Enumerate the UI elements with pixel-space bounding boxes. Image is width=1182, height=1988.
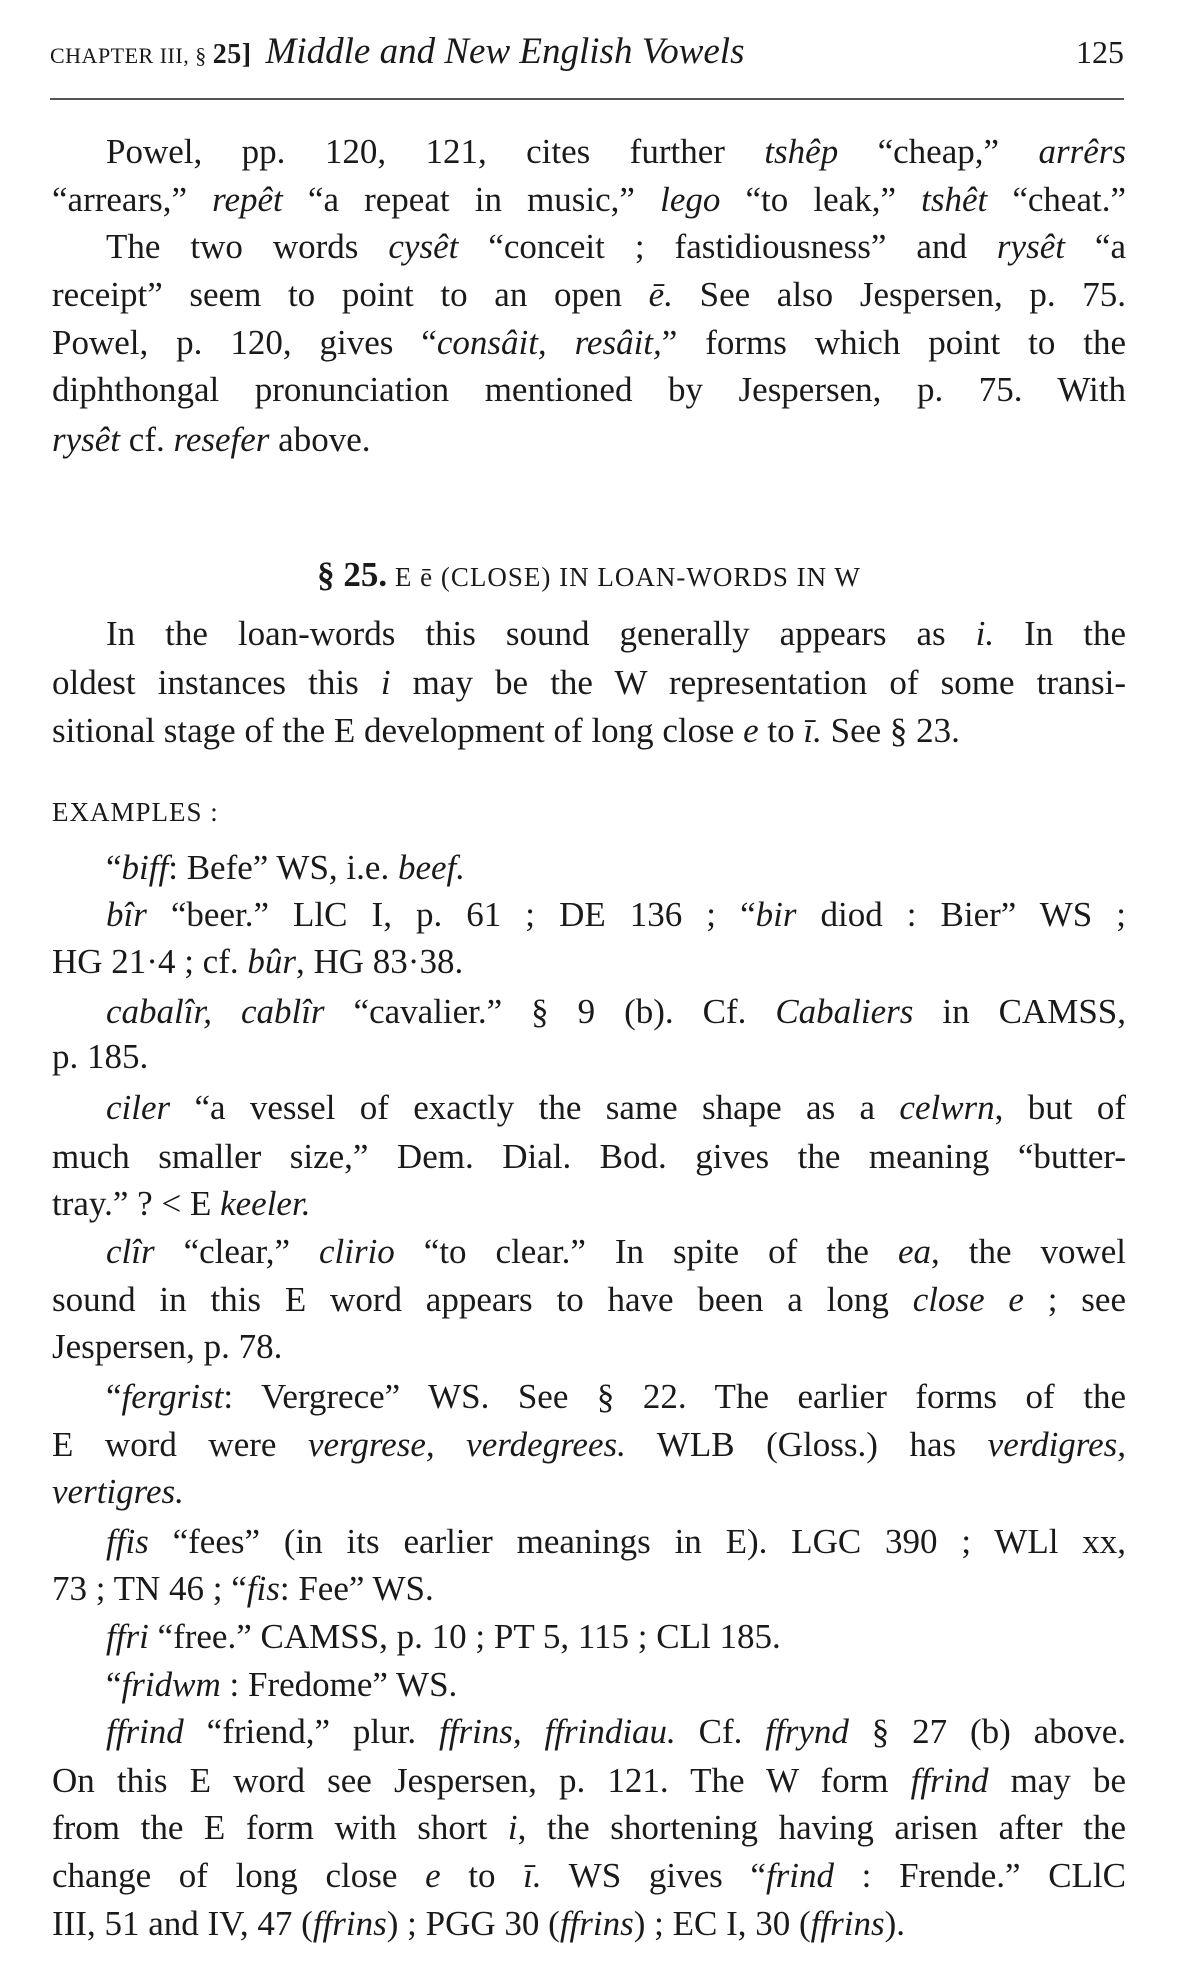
- text-run: tray.” ? < E: [52, 1184, 221, 1223]
- text-run: sitional stage of the E development of long close: [52, 711, 744, 750]
- section-heading: [52, 551, 1126, 599]
- italic-term: rysêt: [996, 227, 1065, 266]
- text-run: : Vergrece” WS. See § 22. The earlier forms of the: [223, 1377, 1126, 1416]
- italic-term: ffrynd: [765, 1712, 849, 1751]
- text-line: [52, 1804, 1126, 1852]
- text-run: “: [106, 1665, 122, 1704]
- text-run: oldest instances this: [52, 663, 381, 702]
- chapter-label: [50, 39, 252, 71]
- text-run: “friend,” plur.: [183, 1712, 439, 1751]
- italic-term: ffrins, ffrindiau.: [439, 1712, 676, 1751]
- italic-term: e: [743, 711, 759, 750]
- small-caps-text: E ē (CLOSE) IN LOAN-WORDS IN W: [387, 562, 861, 592]
- text-line: [52, 1373, 1126, 1421]
- section-number: § 25.: [317, 555, 388, 594]
- text-line: [52, 659, 1126, 707]
- italic-term: ffrins: [810, 1904, 885, 1943]
- text-line: [52, 1708, 1126, 1756]
- italic-term: close e: [912, 1280, 1024, 1319]
- text-run: , the shortening having arisen after the: [517, 1808, 1126, 1847]
- italic-term: rysêt: [52, 420, 121, 459]
- text-run: diphthongal pronunciation mentioned by Jespersen, p. 75. With: [52, 370, 1126, 409]
- text-run: : Frende.” CLlC: [834, 1856, 1126, 1895]
- italic-term: verdigres,: [987, 1425, 1127, 1464]
- text-line: [52, 1323, 1126, 1371]
- italic-term: ffrins: [312, 1904, 387, 1943]
- text-line: [52, 891, 1126, 939]
- text-run: In the: [994, 614, 1126, 653]
- text-run: , but of: [994, 1088, 1126, 1127]
- italic-term: beef.: [397, 848, 465, 887]
- text-run: “to clear.” In spite of the: [394, 1232, 898, 1271]
- text-run: III, 51 and IV, 47 (: [52, 1904, 313, 1943]
- header-rule: [50, 98, 1124, 100]
- text-run: “cavalier.” § 9 (b). Cf.: [324, 992, 776, 1031]
- small-caps-text: EXAMPLES :: [52, 797, 219, 827]
- text-line: [52, 844, 1126, 892]
- italic-term: ffis: [106, 1522, 149, 1561]
- text-run: may be the W representation of some transi-: [390, 663, 1127, 702]
- text-run: “to leak,”: [720, 180, 922, 219]
- italic-term: bir: [755, 895, 797, 934]
- text-line: [52, 319, 1126, 367]
- text-run: HG 21·4 ; cf.: [52, 942, 248, 981]
- text-run: “fees” (in its earlier meanings in E). LGC 390 ; WLl xx,: [148, 1522, 1126, 1561]
- text-run: “cheat.”: [987, 180, 1126, 219]
- italic-term: keeler.: [220, 1184, 311, 1223]
- italic-term: ffri: [106, 1617, 149, 1656]
- text-line: [52, 1900, 1126, 1948]
- text-run: p. 185.: [52, 1037, 149, 1076]
- text-line: [52, 707, 1126, 755]
- text-line: [52, 223, 1126, 271]
- page-number: 125: [1076, 34, 1124, 70]
- italic-term: bîr: [106, 895, 147, 934]
- text-line: [52, 988, 1126, 1036]
- italic-term: cysêt: [388, 227, 459, 266]
- text-run: change of long close: [52, 1856, 426, 1895]
- italic-term: frind: [765, 1856, 835, 1895]
- text-run: cf.: [120, 420, 174, 459]
- chapter-text: CHAPTER III, §: [50, 43, 207, 68]
- text-run: On this E word see Jespersen, p. 121. The W form: [52, 1761, 911, 1800]
- italic-term: ē.: [648, 275, 673, 314]
- text-run: 73 ; TN 46 ; “: [52, 1569, 247, 1608]
- text-run: “: [106, 1377, 122, 1416]
- text-run: in CAMSS,: [913, 992, 1126, 1031]
- italic-term: lego: [660, 180, 721, 219]
- text-line: [52, 416, 1126, 464]
- italic-term: e: [425, 1856, 441, 1895]
- italic-term: tshêt: [921, 180, 988, 219]
- text-run: § 27 (b) above.: [848, 1712, 1127, 1751]
- text-line: [52, 1757, 1126, 1805]
- text-run: ” forms which point to the: [661, 323, 1127, 362]
- text-line: [52, 1661, 1126, 1709]
- text-line: [52, 786, 1126, 834]
- text-run: Cf.: [675, 1712, 766, 1751]
- text-line: [52, 128, 1126, 176]
- text-run: ) ; PGG 30 (: [386, 1904, 560, 1943]
- italic-term: ffrind: [106, 1712, 184, 1751]
- text-line: [52, 1133, 1126, 1181]
- italic-term: tshêp: [764, 132, 839, 171]
- italic-term: vergrese, verdegrees.: [307, 1425, 626, 1464]
- italic-term: ffrind: [910, 1761, 989, 1800]
- text-run: , HG 83·38.: [296, 942, 464, 981]
- text-run: , the vowel: [931, 1232, 1127, 1271]
- text-run: “a repeat in music,”: [282, 180, 661, 219]
- text-run: may be: [988, 1761, 1126, 1800]
- text-run: ; see: [1023, 1280, 1126, 1319]
- italic-term: arrêrs: [1038, 132, 1126, 171]
- text-run: “a: [1064, 227, 1127, 266]
- italic-term: bûr: [247, 942, 296, 981]
- text-run: WS gives “: [541, 1856, 766, 1895]
- italic-term: fis: [246, 1569, 280, 1608]
- text-run: E word were: [52, 1425, 308, 1464]
- running-header: [50, 30, 1124, 80]
- italic-term: clîr: [106, 1232, 155, 1271]
- italic-term: cabalîr, cablîr: [106, 992, 325, 1031]
- italic-term: vertigres.: [52, 1472, 184, 1511]
- italic-term: ciler: [106, 1088, 171, 1127]
- text-run: “a vessel of exactly the same shape as a: [170, 1088, 900, 1127]
- text-run: Powel, pp. 120, 121, cites further: [106, 132, 765, 171]
- text-line: [52, 1276, 1126, 1324]
- text-line: [52, 1180, 1126, 1228]
- italic-term: clirio: [318, 1232, 395, 1271]
- italic-term: i: [380, 663, 391, 702]
- italic-term: celwrn: [899, 1088, 995, 1127]
- text-run: sound in this E word appears to have been a long: [52, 1280, 913, 1319]
- italic-term: i: [507, 1808, 518, 1847]
- text-line: [52, 938, 1126, 986]
- text-line: [52, 271, 1126, 319]
- text-run: “arrears,”: [52, 180, 213, 219]
- italic-term: Cabaliers: [775, 992, 914, 1031]
- italic-term: ffrins: [559, 1904, 634, 1943]
- text-run: : Fredome” WS.: [220, 1665, 458, 1704]
- italic-term: biff: [121, 848, 169, 887]
- italic-term: ī.: [803, 711, 822, 750]
- italic-term: fridwm: [121, 1665, 221, 1704]
- text-line: [52, 610, 1126, 658]
- text-line: [52, 1084, 1126, 1132]
- italic-term: consâit, resâit,: [436, 323, 662, 362]
- text-line: [52, 1518, 1126, 1566]
- text-line: [52, 1613, 1126, 1661]
- italic-term: repêt: [212, 180, 283, 219]
- text-run: “conceit ; fastidiousness” and: [458, 227, 997, 266]
- text-run: “clear,”: [154, 1232, 319, 1271]
- text-run: : Befe” WS, i.e.: [168, 848, 398, 887]
- text-line: [52, 1033, 1126, 1081]
- section-number: 25]: [212, 39, 252, 70]
- italic-term: resefer: [173, 420, 270, 459]
- text-run: WLB (Gloss.) has: [625, 1425, 988, 1464]
- text-line: [52, 176, 1126, 224]
- text-run: “: [106, 848, 122, 887]
- text-run: diod : Bier” WS ;: [796, 895, 1126, 934]
- text-run: See § 23.: [821, 711, 960, 750]
- text-run: above.: [269, 420, 371, 459]
- text-line: [52, 1468, 1126, 1516]
- text-run: : Fee” WS.: [279, 1569, 434, 1608]
- text-run: receipt” seem to point to an open: [52, 275, 649, 314]
- running-title: Middle and New English Vowels: [265, 31, 745, 72]
- text-line: [52, 1565, 1126, 1613]
- text-run: See also Jespersen, p. 75.: [672, 275, 1126, 314]
- text-run: “free.” CAMSS, p. 10 ; PT 5, 115 ; CLl 185.: [148, 1617, 781, 1656]
- italic-term: fergrist: [121, 1377, 224, 1416]
- text-run: The two words: [106, 227, 389, 266]
- italic-term: i.: [975, 614, 995, 653]
- text-run: Powel, p. 120, gives “: [52, 323, 437, 362]
- text-run: to: [440, 1856, 524, 1895]
- text-line: [52, 366, 1126, 414]
- italic-term: ea: [897, 1232, 931, 1271]
- text-run: “beer.” LlC I, p. 61 ; DE 136 ; “: [146, 895, 756, 934]
- text-run: to: [758, 711, 804, 750]
- text-run: much smaller size,” Dem. Dial. Bod. gives the meaning “butter-: [52, 1137, 1126, 1176]
- italic-term: ī.: [523, 1856, 542, 1895]
- text-run: “cheap,”: [838, 132, 1039, 171]
- text-run: from the E form with short: [52, 1808, 508, 1847]
- text-line: [52, 1852, 1126, 1900]
- text-run: In the loan-words this sound generally appears as: [106, 614, 976, 653]
- text-run: ) ; EC I, 30 (: [633, 1904, 811, 1943]
- text-run: Jespersen, p. 78.: [52, 1327, 283, 1366]
- text-line: [52, 1421, 1126, 1469]
- text-run: ).: [884, 1904, 905, 1943]
- text-line: [52, 1228, 1126, 1276]
